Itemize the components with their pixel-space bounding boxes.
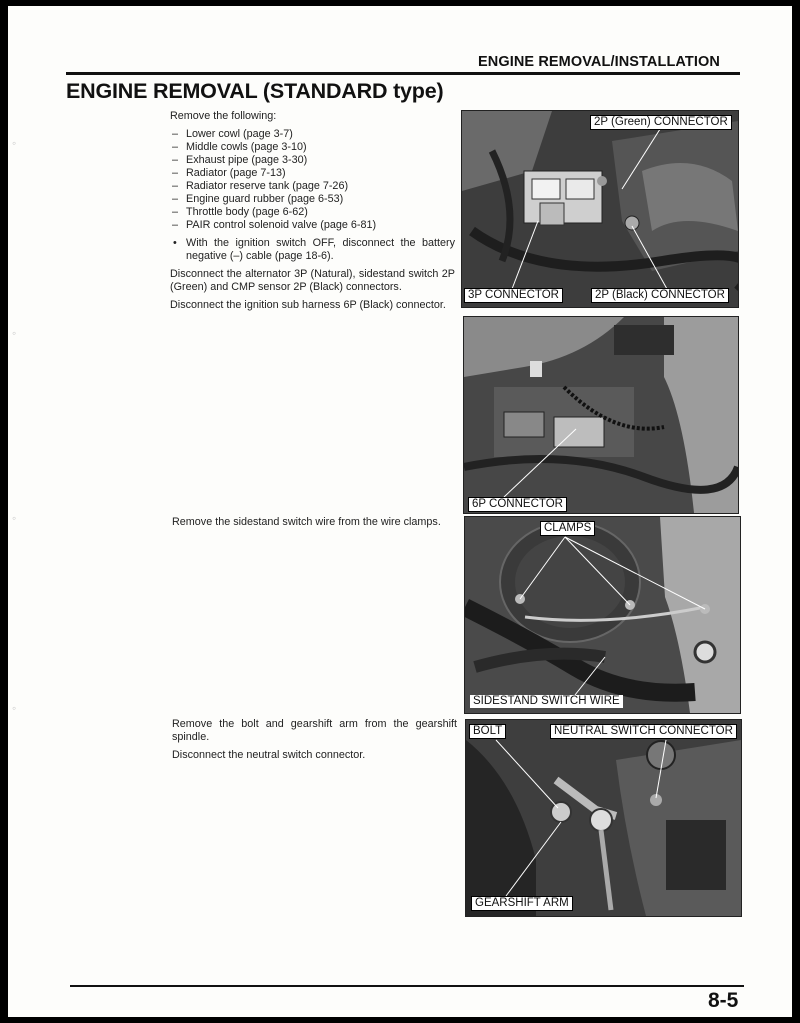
label-neutral-switch-connector: NEUTRAL SWITCH CONNECTOR xyxy=(550,724,737,739)
engine-photo-illustration xyxy=(466,720,741,916)
photo-clamps xyxy=(464,516,741,714)
list-item: – Lower cowl (page 3-7) xyxy=(170,128,455,141)
list-item: – Exhaust pipe (page 3-30) xyxy=(170,154,455,167)
footer-rule xyxy=(70,985,744,987)
gearshift-paragraph: Remove the bolt and gearshift arm from the gearshift spindle. xyxy=(172,718,457,743)
photo-connectors xyxy=(461,110,739,308)
list-item: – Throttle body (page 6-62) xyxy=(170,206,455,219)
photo-6p-connector xyxy=(463,316,739,514)
sidestand-instructions xyxy=(172,516,457,534)
label-sidestand-switch-wire: SIDESTAND SWITCH WIRE xyxy=(470,695,623,708)
sub-harness-paragraph: Disconnect the ignition sub harness 6P (Black) connector. xyxy=(170,299,446,311)
label-2p-black-connector: 2P (Black) CONNECTOR xyxy=(591,288,729,303)
label-clamps: CLAMPS xyxy=(540,521,595,536)
manual-page xyxy=(8,6,792,1017)
list-item: – Radiator (page 7-13) xyxy=(170,167,455,180)
label-3p-connector: 3P CONNECTOR xyxy=(464,288,563,303)
engine-photo-illustration xyxy=(462,111,738,307)
section-header: ENGINE REMOVAL/INSTALLATION xyxy=(478,54,720,70)
margin-mark: ◦ xyxy=(12,701,17,715)
label-bolt: BOLT xyxy=(469,724,506,739)
list-item: – Engine guard rubber (page 6-53) xyxy=(170,193,455,206)
list-item: – Radiator reserve tank (page 7-26) xyxy=(170,180,455,193)
list-item: – Middle cowls (page 3-10) xyxy=(170,141,455,154)
margin-mark: ◦ xyxy=(12,136,17,150)
page-title: ENGINE REMOVAL (STANDARD type) xyxy=(66,79,444,103)
label-gearshift-arm: GEARSHIFT ARM xyxy=(471,896,573,911)
gearshift-instructions xyxy=(172,718,457,767)
header-rule xyxy=(66,72,740,75)
list-item: – PAIR control solenoid valve (page 6-81) xyxy=(170,219,455,232)
margin-mark: ◦ xyxy=(12,326,17,340)
battery-note: • With the ignition switch OFF, disconnect the battery negative (–) cable (page 18-6). xyxy=(170,237,455,263)
margin-mark: ◦ xyxy=(12,511,17,525)
page-number: 8-5 xyxy=(708,989,739,1012)
remove-list xyxy=(170,128,455,232)
removal-instructions xyxy=(170,110,455,317)
photo-gearshift xyxy=(465,719,742,917)
engine-photo-illustration xyxy=(465,517,740,713)
connectors-paragraph: Disconnect the alternator 3P (Natural), sidestand switch 2P (Green) and CMP sensor 2P (Black) connectors. xyxy=(170,268,455,293)
label-6p-connector: 6P CONNECTOR xyxy=(468,497,567,512)
intro-text: Remove the following: xyxy=(170,110,277,122)
engine-photo-illustration xyxy=(464,317,738,513)
label-2p-green-connector: 2P (Green) CONNECTOR xyxy=(590,115,732,130)
sidestand-paragraph: Remove the sidestand switch wire from the wire clamps. xyxy=(172,516,441,528)
neutral-paragraph: Disconnect the neutral switch connector. xyxy=(172,749,366,761)
